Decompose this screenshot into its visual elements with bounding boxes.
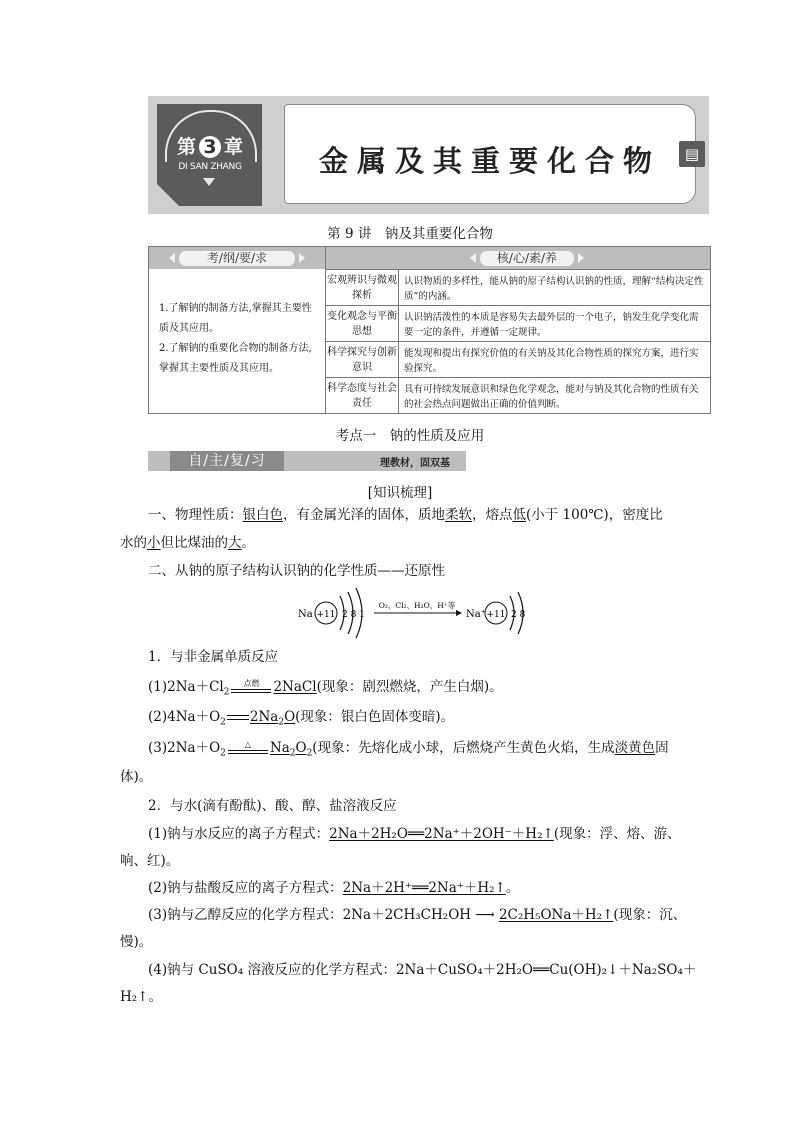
physical-properties-line: 一、物理性质：银白色，有金属光泽的固体，质地柔软，熔点低(小于 100℃)，密度比 [148, 507, 663, 523]
arrow-right-icon [299, 253, 305, 263]
book-search-icon: ▤ [679, 141, 705, 167]
section-nonmetal: 1．与非金属单质反应 [148, 649, 279, 665]
acid-reaction: (2)钠与盐酸反应的离子方程式：2Na＋2H⁺══2Na⁺＋H₂↑。 [148, 880, 520, 896]
svg-text:+11: +11 [486, 610, 506, 620]
self-review-bar [148, 451, 466, 471]
competency-desc: 能发现和提出有探究价值的有关钠及其化合物性质的探究方案，进行实验探究。 [404, 348, 699, 374]
competency-name: 科学态度与社会责任 [326, 378, 399, 414]
arrow-right-icon [578, 253, 584, 263]
nucleus-label: +11 [316, 610, 336, 620]
competency-name: 变化观念与平衡思想 [326, 306, 399, 342]
chapter-number [171, 132, 249, 159]
requirement-item: 1.了解钠的制备方法,掌握其主要性质及其应用。 [159, 303, 312, 334]
reaction-conditions: O₂、Cl₂、H₂O、H⁺等 [378, 601, 456, 610]
competency-row [326, 305, 710, 342]
competency-header [326, 247, 710, 269]
reaction-1: $(1)2Na+Cl_2$ 点燃 2NaCl(现象：剧烈燃烧，产生白烟)。 [148, 678, 503, 698]
lecture-title: 第 9 讲 钠及其重要化合物 [327, 226, 493, 242]
reaction-2: $(2)4Na+O_2$ $2Na_2O$(现象：银白色固体变暗)。 [148, 709, 455, 728]
cuso4-reaction: (4)钠与 CuSO₄ 溶液反应的化学方程式：2Na＋CuSO₄＋2H₂O══Cu(OH)₂↓＋Na₂SO₄＋ [148, 962, 697, 978]
competency-desc: 具有可持续发展意识和绿色化学观念，能对与钠及其化合物的性质有关的社会热点问题做出正确的价值判断。 [404, 384, 699, 410]
requirements-cell [149, 269, 326, 413]
knowledge-heading: [知识梳理] [367, 485, 433, 501]
chevron-down-icon [203, 178, 215, 186]
competency-name: 宏观辨识与微观探析 [326, 270, 399, 306]
chapter-suffix: 章 [224, 136, 244, 158]
key-point-title: 考点一 钠的性质及应用 [335, 428, 485, 444]
arrow-left-icon [169, 253, 175, 263]
shell-electrons: 2 8 1 [342, 610, 365, 620]
section-water-acid: 2．与水(滴有酚酞)、酸、醇、盐溶液反应 [148, 798, 397, 814]
sodium-atom-diagram [290, 586, 540, 640]
competency-name: 科学探究与创新意识 [326, 342, 399, 378]
water-reaction: (1)钠与水反应的离子方程式：2Na＋2H₂O══2Na⁺＋2OH⁻＋H₂↑(现象：浮、熔、游、 [148, 826, 681, 842]
corner-fold [157, 184, 179, 206]
physical-properties-line-2: 水的小但比煤油的大。 [120, 535, 255, 551]
competency-header-label: 核/心/素/养 [480, 251, 574, 266]
requirements-header-label: 考/纲/要/求 [179, 251, 295, 266]
ethanol-reaction-cont: 慢)。 [120, 934, 153, 950]
chapter-title: 金属及其重要化合物 [318, 144, 661, 178]
chemical-properties-heading: 二、从钠的原子结构认识钠的化学性质——还原性 [148, 563, 445, 579]
competency-row [326, 341, 710, 378]
chapter-title-box [284, 104, 696, 204]
reaction-3: $(3)2Na+O_2$ △ $Na_2O_2$(现象：先熔化成小球，后燃烧产生黄色火焰，生成淡黄色固 [148, 739, 669, 759]
arrow-left-icon [470, 253, 476, 263]
chapter-prefix: 第 [176, 136, 196, 158]
diagram-na-label: Na [298, 609, 313, 620]
requirements-table [148, 246, 711, 414]
chapter-pinyin: DI SAN ZHANG [178, 162, 242, 172]
requirements-header [149, 247, 326, 269]
requirement-item: 2.了解钠的重要化合物的制备方法,掌握其主要性质及其应用。 [159, 343, 312, 374]
competency-row [326, 269, 710, 306]
competency-row [326, 377, 710, 414]
ethanol-reaction: (3)钠与乙醇反应的化学方程式：2Na＋2CH₃CH₂OH ⟶ 2C₂H₅ONa＋H₂↑(现象：沉、 [148, 907, 687, 923]
competency-desc: 认识钠活泼性的本质是容易失去最外层的一个电子，钠发生化学变化需要一定的条件，并遵循一定规律。 [404, 312, 699, 338]
self-review-subtitle: 理教材，固双基 [380, 458, 450, 469]
self-review-label: 自/主/复/习 [170, 451, 284, 471]
chapter-number-circle: 3 [199, 136, 221, 158]
competency-desc: 认识物质的多样性，能从钠的原子结构认识钠的性质，理解“结构决定性质”的内涵。 [404, 276, 704, 302]
water-reaction-cont: 响、红)。 [120, 853, 180, 869]
svg-text:2 8: 2 8 [511, 610, 526, 620]
diagram-na-ion-label: Na⁺ [466, 609, 486, 620]
cuso4-reaction-cont: H₂↑。 [120, 989, 162, 1005]
reaction-3-cont: 体)。 [120, 769, 153, 785]
chapter-badge [157, 104, 262, 206]
